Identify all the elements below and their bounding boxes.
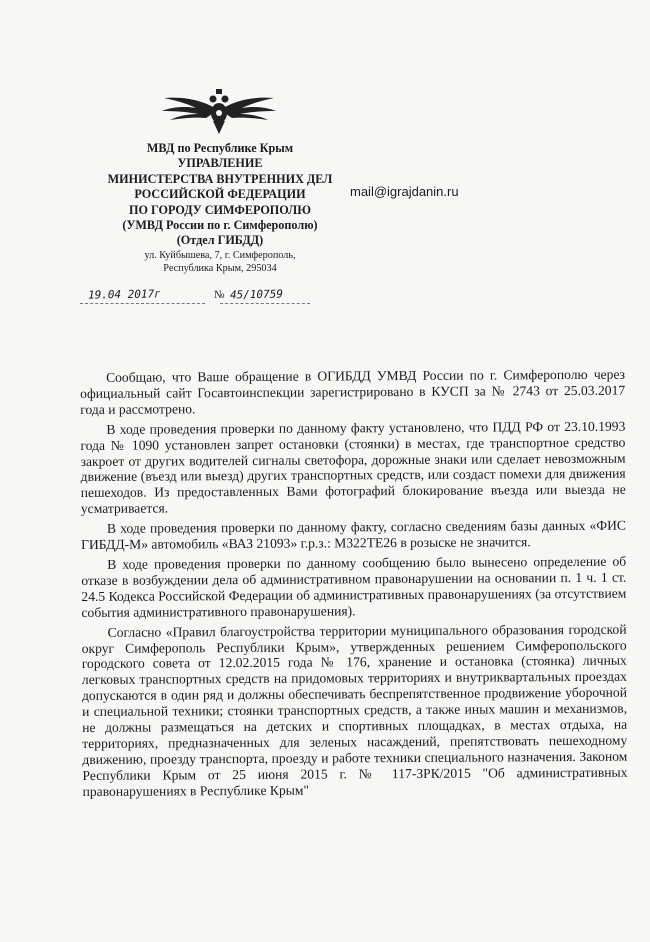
- letter-body: [80, 367, 628, 804]
- header-line: МВД по Республике Крым: [146, 141, 294, 155]
- header-line: (УМВД России по г. Симферополю): [122, 218, 318, 233]
- number-underline: [220, 303, 310, 304]
- body-paragraph: Согласно «Правил благоустройства территории муниципального образования городской округ Симферополь Республики Крым», утвержденных решением Симферопольского городского совета от 12.02.2015 года № 176, хранение и остановка (стоянка) личных легковых транспортных средств на придомовых территориях и внутриквартальных проездах допускаются в один ряд и должны обеспечивать беспрепятственное продвижение уборочной и специальной техники; стоянки транспортных средств, а также иных машин и механизмов, не должны размещаться на детских и спортивных площадках, в местах отдыха, на территориях, предназначенных для зеленых насаждений, препятствовать пешеходному движению, проезду транспорта, проезду и работе техники специального назначения. Законом Республики Крым от 25 июня 2015 г. № 117-ЗРК/2015 "Об административных правонарушениях в Республике Крым": [81, 621, 628, 799]
- body-paragraph: В ходе проведения проверки по данному сообщению было вынесено определение об отказе в возбуждении дела об административном правонарушении на основании п. 1 ч. 1 ст. 24.5 Кодекса Российской Федерации об административных правонарушениях (за отсутствием события административного правонарушения).: [81, 553, 627, 620]
- registration-number-label: №: [214, 289, 225, 301]
- registration-date: 19.04 2017г: [87, 287, 161, 302]
- header-line: РОССИЙСКОЙ ФЕДЕРАЦИИ: [134, 187, 306, 202]
- recipient-email: mail@igrajdanin.ru: [350, 184, 459, 199]
- body-paragraph: В ходе проведения проверки по данному факту, согласно сведениям базы данных «ФИС ГИБДД-М» автомобиль «ВАЗ 21093» г.р.з.: М322ТЕ26 в розыске не значится.: [81, 517, 627, 553]
- header-line: УПРАВЛЕНИЕ: [177, 156, 263, 171]
- header-line: (Отдел ГИБДД): [176, 233, 264, 248]
- registration-number: 45/10759: [229, 287, 284, 302]
- sender-header: [80, 141, 360, 275]
- body-paragraph: Сообщаю, что Ваше обращение в ОГИБДД УМВД России по г. Симферополю через официальный сайт Госавтоинспекции зарегистрировано в КУСП за № 2743 от 25.03.2017 года и рассмотрено.: [80, 366, 626, 417]
- registration-line: [80, 288, 310, 308]
- body-paragraph: В ходе проведения проверки по данному факту установлено, что ПДД РФ от 23.10.1993 года № 1090 установлен запрет остановки (стоянки) в местах, где транспортное средство закроет от других водителей сигналы светофора, дорожные знаки или сделает невозможным движение (въезд или выезд) других транспортных средств, или создаст помехи для движения пешеходов. Из предоставленных Вами фотографий блокирование въезда или выезда не усматривается.: [80, 418, 626, 517]
- eagle-emblem-icon: [158, 84, 280, 136]
- date-underline: [80, 303, 205, 304]
- header-line: МИНИСТЕРСТВА ВНУТРЕННИХ ДЕЛ: [107, 171, 333, 186]
- address-line: Республика Крым, 295034: [163, 262, 277, 274]
- header-line: ПО ГОРОДУ СИМФЕРОПОЛЮ: [129, 202, 311, 217]
- address-line: ул. Куйбышева, 7, г. Симферополь,: [144, 249, 296, 261]
